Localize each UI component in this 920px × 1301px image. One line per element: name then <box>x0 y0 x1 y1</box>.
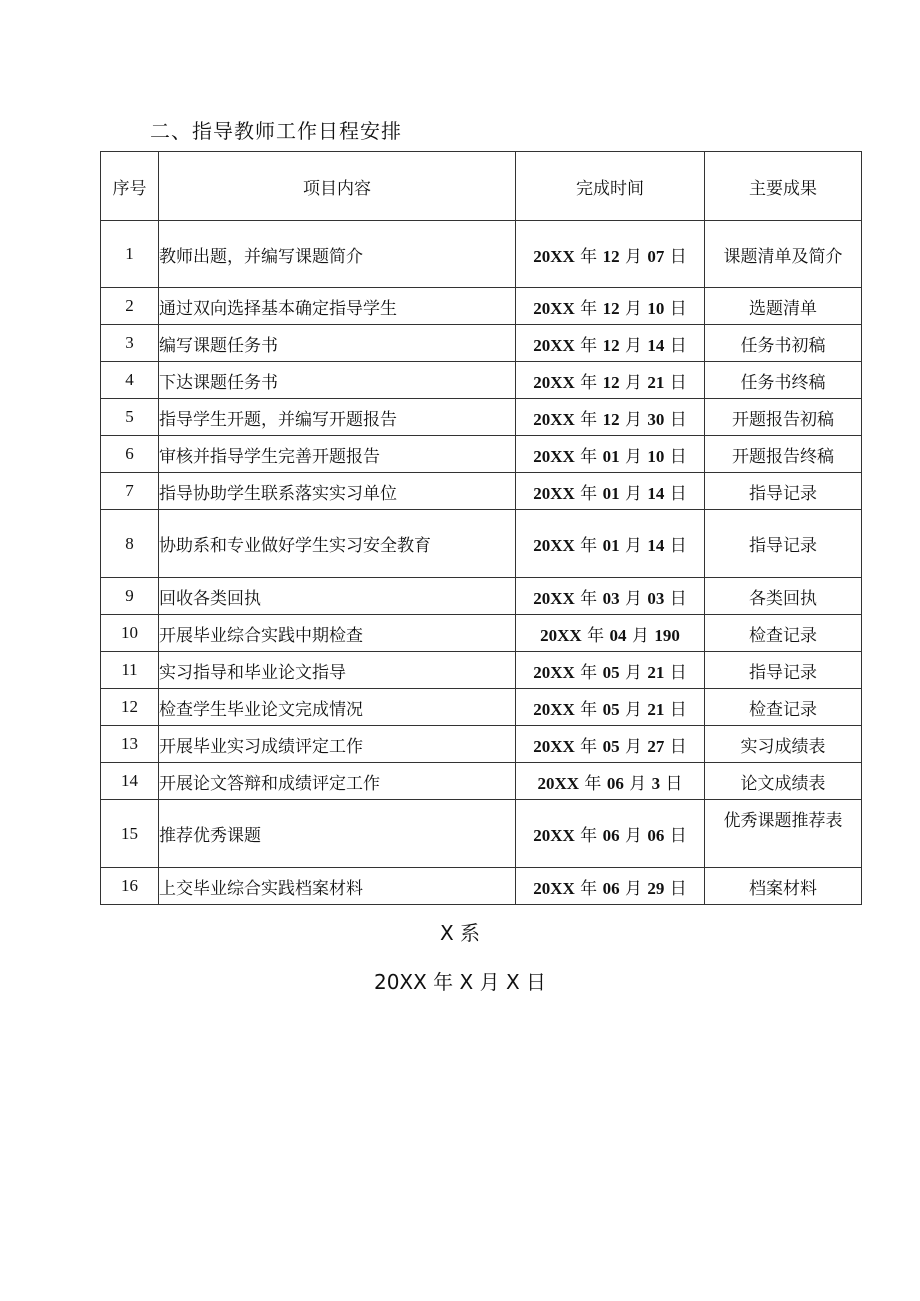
time-year: 20XX <box>533 246 575 266</box>
table-row <box>101 510 862 578</box>
table-row <box>101 689 862 726</box>
time-year: 20XX <box>533 446 575 466</box>
time-year: 20XX <box>533 536 575 555</box>
row-result: 档案材料 <box>705 868 862 905</box>
time-year-unit: 年 <box>580 662 598 683</box>
time-month-unit: 月 <box>624 699 642 720</box>
time-day: 29 <box>647 878 665 898</box>
header-no: 序号 <box>101 152 159 221</box>
time-year: 20XX <box>533 335 575 355</box>
row-result: 优秀课题推荐表 <box>705 800 862 868</box>
row-result: 任务书初稿 <box>705 325 862 362</box>
row-time <box>516 473 705 510</box>
time-month: 01 <box>602 536 620 555</box>
row-item: 编写课题任务书 <box>159 325 516 362</box>
time-month-unit: 月 <box>624 409 642 430</box>
time-day: 27 <box>647 736 665 756</box>
table-row <box>101 325 862 362</box>
time-month: 01 <box>602 446 620 466</box>
table-row <box>101 726 862 763</box>
row-item: 协助系和专业做好学生实习安全教育 <box>159 510 516 578</box>
row-item: 开展毕业综合实践中期检查 <box>159 615 516 652</box>
time-day: 14 <box>647 536 665 555</box>
row-number: 16 <box>101 868 159 905</box>
row-item: 指导学生开题，并编写开题报告 <box>159 399 516 436</box>
time-day: 03 <box>647 588 665 608</box>
row-item: 审核并指导学生完善开题报告 <box>159 436 516 473</box>
time-day: 07 <box>647 246 665 266</box>
table-header-row <box>101 152 862 221</box>
time-day: 21 <box>647 662 665 682</box>
row-number: 12 <box>101 689 159 726</box>
row-number: 13 <box>101 726 159 763</box>
time-day: 14 <box>647 335 665 355</box>
time-day-unit: 日 <box>665 773 683 794</box>
time-day-unit: 日 <box>669 588 687 609</box>
time-year-unit: 年 <box>580 409 598 430</box>
row-number: 3 <box>101 325 159 362</box>
time-day-unit: 日 <box>669 826 687 846</box>
table-row <box>101 763 862 800</box>
schedule-table <box>100 151 862 905</box>
row-number: 15 <box>101 800 159 868</box>
time-year: 20XX <box>537 773 580 793</box>
time-year-unit: 年 <box>580 736 598 757</box>
time-day-unit: 日 <box>669 446 687 467</box>
row-time <box>516 763 705 800</box>
table-row <box>101 615 862 652</box>
signature-department: X 系 <box>439 921 481 945</box>
time-month-unit: 月 <box>624 662 642 683</box>
time-month: 12 <box>602 372 620 392</box>
row-result: 任务书终稿 <box>705 362 862 399</box>
time-day-unit: 日 <box>669 699 687 720</box>
table-row <box>101 288 862 325</box>
time-year-unit: 年 <box>587 625 605 646</box>
row-number: 9 <box>101 578 159 615</box>
time-month: 03 <box>602 588 620 608</box>
row-result: 检查记录 <box>705 689 862 726</box>
row-time <box>516 800 705 868</box>
table-row <box>101 473 862 510</box>
time-month-unit: 月 <box>624 826 642 846</box>
time-month: 05 <box>602 736 620 756</box>
time-day: 14 <box>647 483 665 503</box>
time-month: 06 <box>602 878 620 898</box>
row-time <box>516 652 705 689</box>
time-month: 12 <box>602 409 620 429</box>
time-month: 06 <box>602 826 620 845</box>
row-result: 开题报告初稿 <box>705 399 862 436</box>
time-month: 06 <box>606 773 624 793</box>
row-time <box>516 726 705 763</box>
time-day-unit: 日 <box>669 246 687 267</box>
time-year: 20XX <box>533 588 575 608</box>
row-time <box>516 615 705 652</box>
row-number: 4 <box>101 362 159 399</box>
time-month-unit: 月 <box>629 773 647 794</box>
time-month: 01 <box>602 483 620 503</box>
time-day-unit: 日 <box>669 483 687 504</box>
row-item: 下达课题任务书 <box>159 362 516 399</box>
row-item: 实习指导和毕业论文指导 <box>159 652 516 689</box>
time-year: 20XX <box>533 298 575 318</box>
time-day: 190 <box>654 625 680 645</box>
row-result: 指导记录 <box>705 510 862 578</box>
time-day: 06 <box>647 826 665 845</box>
time-day-unit: 日 <box>669 736 687 757</box>
time-year: 20XX <box>533 372 575 392</box>
table-row <box>101 652 862 689</box>
row-result: 实习成绩表 <box>705 726 862 763</box>
row-item: 教师出题，并编写课题简介 <box>159 221 516 288</box>
time-month: 05 <box>602 662 620 682</box>
row-time <box>516 868 705 905</box>
row-number: 5 <box>101 399 159 436</box>
row-time <box>516 436 705 473</box>
time-year: 20XX <box>533 826 575 845</box>
table-row <box>101 362 862 399</box>
row-result: 论文成绩表 <box>705 763 862 800</box>
time-day-unit: 日 <box>669 878 687 899</box>
table-row <box>101 868 862 905</box>
row-result: 课题清单及简介 <box>705 221 862 288</box>
row-result: 指导记录 <box>705 473 862 510</box>
time-year-unit: 年 <box>580 536 598 556</box>
signature-date: 20XX 年 X 月 X 日 <box>373 970 547 994</box>
time-year-unit: 年 <box>580 246 598 267</box>
time-day-unit: 日 <box>669 298 687 319</box>
row-item: 通过双向选择基本确定指导学生 <box>159 288 516 325</box>
header-result: 主要成果 <box>705 152 862 221</box>
row-item: 推荐优秀课题 <box>159 800 516 868</box>
row-item: 回收各类回执 <box>159 578 516 615</box>
time-day: 10 <box>647 298 665 318</box>
time-year-unit: 年 <box>580 446 598 467</box>
row-item: 上交毕业综合实践档案材料 <box>159 868 516 905</box>
row-number: 10 <box>101 615 159 652</box>
row-time <box>516 689 705 726</box>
time-month-unit: 月 <box>624 298 642 319</box>
time-month: 12 <box>602 246 620 266</box>
time-day: 3 <box>651 773 661 793</box>
row-number: 11 <box>101 652 159 689</box>
time-day: 21 <box>647 699 665 719</box>
row-time <box>516 399 705 436</box>
section-heading: 二、指导教师工作日程安排 <box>150 119 402 143</box>
time-day-unit: 日 <box>669 662 687 683</box>
time-day: 21 <box>647 372 665 392</box>
row-result: 指导记录 <box>705 652 862 689</box>
time-year-unit: 年 <box>580 699 598 720</box>
time-month-unit: 月 <box>624 246 642 267</box>
row-item: 开展论文答辩和成绩评定工作 <box>159 763 516 800</box>
time-day-unit: 日 <box>669 335 687 356</box>
time-day-unit: 日 <box>669 409 687 430</box>
table-row <box>101 578 862 615</box>
row-time <box>516 325 705 362</box>
row-result: 各类回执 <box>705 578 862 615</box>
time-month: 04 <box>609 625 627 645</box>
time-year-unit: 年 <box>580 298 598 319</box>
row-item: 检查学生毕业论文完成情况 <box>159 689 516 726</box>
row-time <box>516 510 705 578</box>
time-month-unit: 月 <box>624 878 642 899</box>
time-month-unit: 月 <box>631 625 649 646</box>
time-month-unit: 月 <box>624 736 642 757</box>
row-result: 开题报告终稿 <box>705 436 862 473</box>
time-month: 05 <box>602 699 620 719</box>
time-year-unit: 年 <box>580 588 598 609</box>
time-month-unit: 月 <box>624 335 642 356</box>
time-day: 30 <box>647 409 665 429</box>
time-day: 10 <box>647 446 665 466</box>
row-number: 7 <box>101 473 159 510</box>
time-month: 12 <box>602 335 620 355</box>
row-time <box>516 221 705 288</box>
row-number: 14 <box>101 763 159 800</box>
row-item: 指导协助学生联系落实实习单位 <box>159 473 516 510</box>
table-row <box>101 399 862 436</box>
time-year: 20XX <box>533 662 575 682</box>
time-month-unit: 月 <box>624 536 642 556</box>
row-result: 检查记录 <box>705 615 862 652</box>
row-time <box>516 578 705 615</box>
row-number: 6 <box>101 436 159 473</box>
time-year: 20XX <box>533 409 575 429</box>
header-time: 完成时间 <box>516 152 705 221</box>
time-year-unit: 年 <box>580 826 598 846</box>
time-month-unit: 月 <box>624 588 642 609</box>
time-year-unit: 年 <box>580 372 598 393</box>
time-month-unit: 月 <box>624 446 642 467</box>
time-month-unit: 月 <box>624 372 642 393</box>
time-year: 20XX <box>540 625 582 645</box>
header-item: 项目内容 <box>159 152 516 221</box>
row-time <box>516 288 705 325</box>
time-year-unit: 年 <box>580 483 598 504</box>
row-time <box>516 362 705 399</box>
time-month-unit: 月 <box>624 483 642 504</box>
time-year: 20XX <box>533 878 575 898</box>
time-day-unit: 日 <box>669 536 687 556</box>
row-number: 1 <box>101 221 159 288</box>
time-year: 20XX <box>533 483 575 503</box>
time-day-unit: 日 <box>669 372 687 393</box>
row-item: 开展毕业实习成绩评定工作 <box>159 726 516 763</box>
time-month: 12 <box>602 298 620 318</box>
time-year-unit: 年 <box>580 335 598 356</box>
row-number: 2 <box>101 288 159 325</box>
table-row <box>101 436 862 473</box>
table-row <box>101 800 862 868</box>
row-result: 选题清单 <box>705 288 862 325</box>
time-year: 20XX <box>533 736 575 756</box>
time-year-unit: 年 <box>580 878 598 899</box>
row-number: 8 <box>101 510 159 578</box>
table-row <box>101 221 862 288</box>
time-year: 20XX <box>533 699 575 719</box>
time-year-unit: 年 <box>584 773 602 794</box>
